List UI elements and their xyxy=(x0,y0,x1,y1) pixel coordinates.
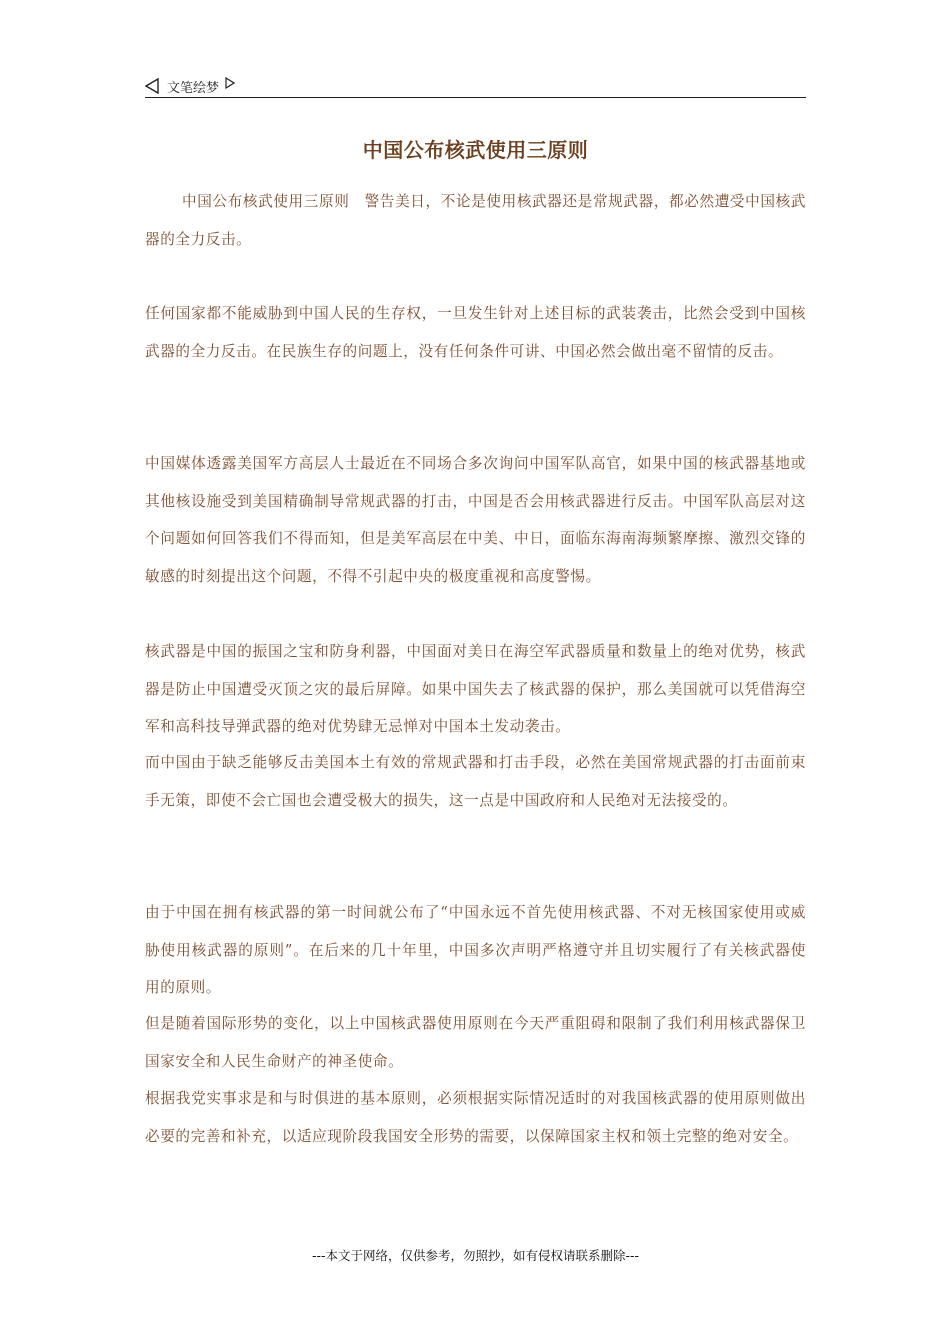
paragraph: 但是随着国际形势的变化，以上中国核武器使用原则在今天严重阻碍和限制了我们利用核武器保卫国家安全和人民生命财产的神圣使命。 xyxy=(145,1015,806,1070)
header-brand: 文笔绘梦 xyxy=(167,80,220,96)
page-header xyxy=(145,74,806,98)
triangle-right-icon xyxy=(225,77,235,89)
paragraph: 中国公布核武使用三原则 警告美日，不论是使用核武器还是常规武器，都必然遭受中国核武器的全力反击。 xyxy=(145,193,806,248)
paragraph: 而中国由于缺乏能够反击美国本土有效的常规武器和打击手段，必然在美国常规武器的打击面前束手无策，即使不会亡国也会遭受极大的损失，这一点是中国政府和人民绝对无法接受的。 xyxy=(145,754,806,809)
paragraph: 核武器是中国的振国之宝和防身利器，中国面对美日在海空军武器质量和数量上的绝对优势，核武器是防止中国遭受灭顶之灾的最后屏障。如果中国失去了核武器的保护，那么美国就可以凭借海空军和高科技导弹武器的绝对优势肆无忌惮对中国本土发动袭击。 xyxy=(145,643,806,735)
paragraph: 由于中国在拥有核武器的第一时间就公布了“中国永远不首先使用核武器、不对无核国家使用或威胁使用核武器的原则”。在后来的几十年里，中国多次声明严格遵守并且切实履行了有关核武器使用的原则。 xyxy=(145,904,806,996)
triangle-left-icon xyxy=(145,78,159,94)
paragraph: 任何国家都不能威胁到中国人民的生存权，一旦发生针对上述目标的武装袭击，比然会受到中国核武器的全力反击。在民族生存的问题上，没有任何条件可讲、中国必然会做出毫不留情的反击。 xyxy=(145,305,806,360)
footer-notice: ---本文于网络，仅供参考，勿照抄，如有侵权请联系删除--- xyxy=(311,1248,640,1263)
header-divider xyxy=(145,97,806,98)
paragraph: 中国媒体透露美国军方高层人士最近在不同场合多次询问中国军队高官，如果中国的核武器基地或其他核设施受到美国精确制导常规武器的打击，中国是否会用核武器进行反击。中国军队高层对这个问题如何回答我们不得而知，但是美军高层在中美、中日，面临东海南海频繁摩擦、激烈交锋的敏感的时刻提出这个问题，不得不引起中央的极度重视和高度警惕。 xyxy=(145,455,806,585)
document-title: 中国公布核武使用三原则 xyxy=(362,138,589,162)
paragraph: 根据我党实事求是和与时俱进的基本原则，必须根据实际情况适时的对我国核武器的使用原则做出必要的完善和补充，以适应现阶段我国安全形势的需要，以保障国家主权和领土完整的绝对安全。 xyxy=(145,1090,806,1145)
